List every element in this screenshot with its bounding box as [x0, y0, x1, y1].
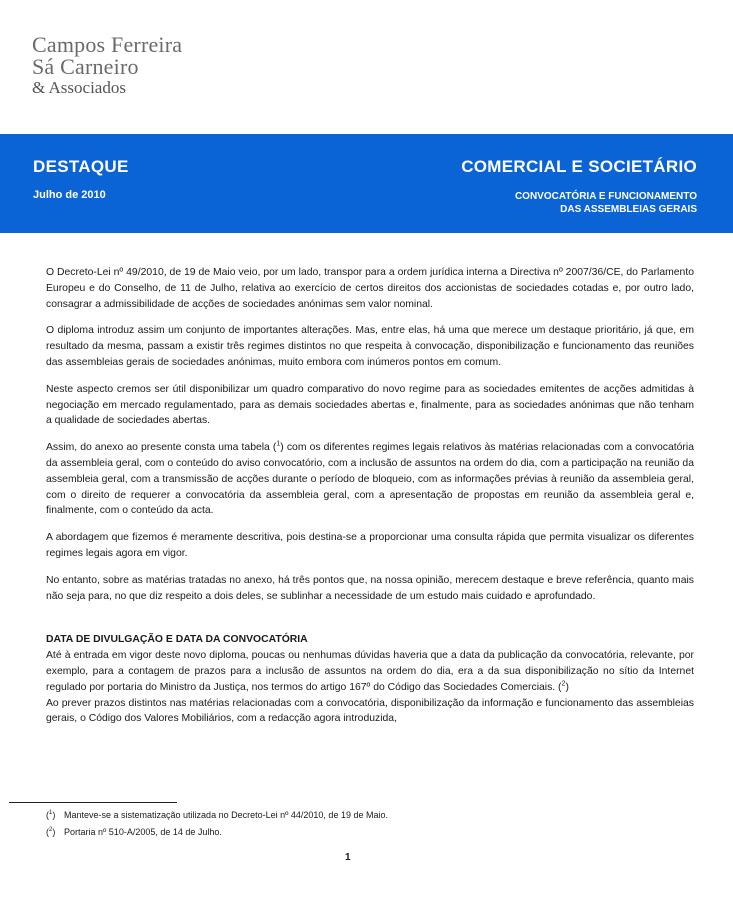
firm-logo [32, 34, 182, 97]
section-title: DATA DE DIVULGAÇÃO E DATA DA CONVOCATÓRIA [46, 634, 308, 646]
footnote-2-number: 2 [49, 827, 53, 833]
footnote-2 [46, 826, 222, 838]
paragraph-2: O diploma introduz assim um conjunto de importantes alterações. Mas, entre elas, há uma que merece um destaque prioritário, já que, em resultado da mesma, passam a existir três regimes distintos no que respeita à convocação, disponibilização e funcionamento das reuniões das assembleias gerais de sociedades anónimas, muito embora com inúmeros pontos em comum. [46, 325, 694, 368]
footnote-ref-2: 2 [561, 680, 566, 688]
paragraph-3: Neste aspecto cremos ser útil disponibilizar um quadro comparativo do novo regime para as sociedades emitentes de acções admitidas à negociação em mercado regulamentado, para as demais sociedades abertas e, finalmente, para as sociedades anónimas que não tenham a qualidade de sociedades abertas. [46, 383, 694, 427]
footnote-2-mark [46, 826, 64, 838]
paragraph-5: A abordagem que fizemos é meramente descritiva, pois destina-se a proporcionar uma consulta rápida que permita visualizar os diferentes regimes legais agora em vigor. [46, 532, 694, 559]
document-body [46, 265, 694, 727]
footnote-ref-1: 1 [276, 440, 281, 448]
logo-line-1: Campos Ferreira [32, 32, 183, 57]
footnote-1 [46, 809, 388, 821]
footnote-1-open: ( [46, 810, 49, 820]
footnote-2-text: Portaria nº 510-A/2005, de 14 de Julho. [64, 827, 222, 837]
banner-date: Julho de 2010 [33, 189, 106, 201]
paragraph-1: O Decreto-Lei nº 49/2010, de 19 de Maio veio, por um lado, transpor para a ordem jurídica interna a Directiva nº 2007/36/CE, do Parlamento Europeu e do Conselho, de 11 de Julho, relativa ao exercício de certos direitos dos accionistas de sociedades cotadas e, por outro lado, consagrar a admissibilidade de acções de sociedades anónimas sem valor nominal. [46, 267, 694, 310]
footnote-1-number: 1 [49, 810, 53, 816]
banner-subtitle [397, 190, 697, 216]
footnote-1-close: ) [52, 810, 56, 820]
header-banner [0, 134, 733, 233]
section-paragraph-2: Ao prever prazos distintos nas matérias relacionadas com a convocatória, disponibilização da informação e funcionamento das assembleias gerais, o Código dos Valores Mobiliários, com a redacção agora introduzida, [46, 697, 694, 725]
paragraph-4-end: ) com os diferentes regimes legais relativos às matérias relacionadas com a convocatória da assembleia geral, com o conteúdo do aviso convocatório, com a inclusão de assuntos na ordem do dia, com a participação na reunião da assembleia geral, com a transmissão de acções durante o período de bloqueio, com as informações prévias à reunião da assembleia geral, com o direito de requerer a convocatória da assembleia geral, com a apresentação de propostas em reunião da assembleia geral e, finalmente, com o conteúdo da acta. [46, 442, 694, 517]
banner-title-left: DESTAQUE [33, 157, 129, 176]
footnote-2-close: ) [52, 827, 56, 837]
footnote-1-text: Manteve-se a sistematização utilizada no Decreto-Lei nº 44/2010, de 19 de Maio. [64, 810, 388, 820]
paragraph-4 [46, 440, 694, 519]
section-paragraph-1-end: ) [565, 681, 569, 693]
page-number: 1 [345, 852, 351, 863]
paragraph-4-start: Assim, do anexo ao presente consta uma tabela ( [46, 442, 277, 454]
paragraph-6: No entanto, sobre as matérias tratadas no anexo, há três pontos que, na nossa opinião, merecem destaque e breve referência, quanto mais não seja para, no que diz respeito a dois deles, se sublinhar a necessidade de um estudo mais cuidado e aprofundado. [46, 574, 694, 602]
banner-subtitle-line-1: CONVOCATÓRIA E FUNCIONAMENTO [514, 191, 697, 202]
banner-subtitle-line-2: DAS ASSEMBLEIAS GERAIS [560, 204, 697, 215]
logo-line-2: Sá Carneiro [32, 54, 139, 79]
footnote-1-mark [46, 809, 64, 821]
footnote-separator [9, 802, 177, 803]
section-paragraph-1 [46, 648, 694, 695]
footnote-2-open: ( [46, 827, 49, 837]
banner-title-right: COMERCIAL E SOCIETÁRIO [461, 157, 697, 176]
section-paragraph-1-start: Até à entrada em vigor deste novo diploma, poucas ou nenhumas dúvidas haveria que a data da publicação da convocatória, relevante, por exemplo, para a contagem de prazos para a inclusão de assuntos na ordem do dia, era a da sua disponibilização no sítio da Internet regulado por portaria do Ministro da Justiça, nos termos do artigo 167º do Código das Sociedades Comerciais. ( [46, 650, 694, 693]
logo-line-3: & Associados [32, 78, 126, 97]
